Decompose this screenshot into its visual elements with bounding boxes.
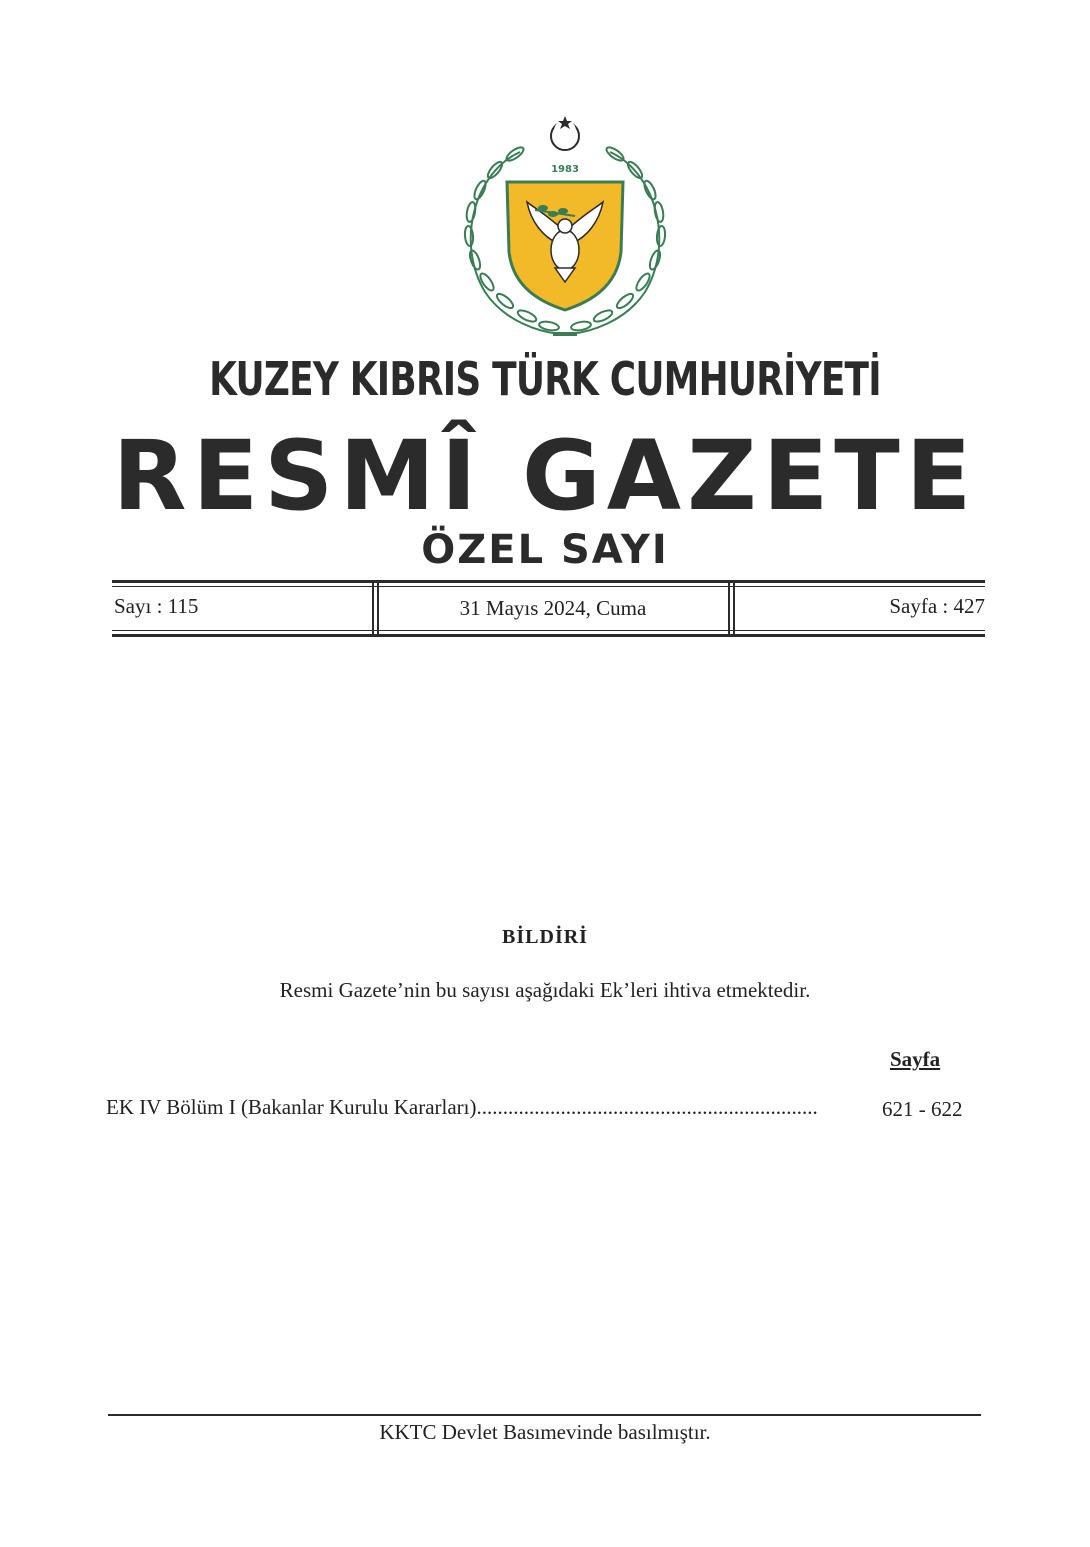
issue-page: Sayfa : 427 (889, 594, 985, 618)
special-issue-label: ÖZEL SAYI (421, 527, 669, 573)
issue-info-bar (112, 580, 985, 638)
notice-intro: Resmi Gazete’nin bu sayısı aşağıdaki Ek’leri ihtiva etmektedir. (279, 978, 811, 1002)
gazette-title: RESMÎ GAZETE (112, 420, 978, 532)
info-bar-bottom-rule (112, 634, 985, 637)
toc-entry-pages: 621 - 622 (882, 1097, 963, 1121)
coat-of-arms-emblem (455, 112, 675, 344)
issue-date: 31 Mayıs 2024, Cuma (459, 596, 647, 620)
info-bar-top-rule-thin (112, 586, 985, 587)
toc-entry-label: EK IV Bölüm I (Bakanlar Kurulu Kararları)................................................................. (106, 1095, 818, 1119)
footer-imprint: KKTC Devlet Basımevinde basılmıştır. (379, 1420, 711, 1444)
issue-number: Sayı : 115 (114, 594, 199, 618)
info-bar-divider (372, 582, 374, 634)
country-name: KUZEY KIBRIS TÜRK CUMHURİYETİ (209, 352, 881, 406)
footer-rule (108, 1414, 981, 1416)
notice-heading: BİLDİRİ (502, 926, 588, 948)
crescent-star-icon (551, 116, 579, 150)
page-column-header: Sayfa (890, 1047, 941, 1071)
info-bar-divider (733, 582, 735, 634)
info-bar-top-rule (112, 580, 985, 583)
info-bar-divider (728, 582, 730, 634)
info-bar-bottom-rule-thin (112, 630, 985, 631)
emblem-year: 1983 (551, 164, 579, 175)
